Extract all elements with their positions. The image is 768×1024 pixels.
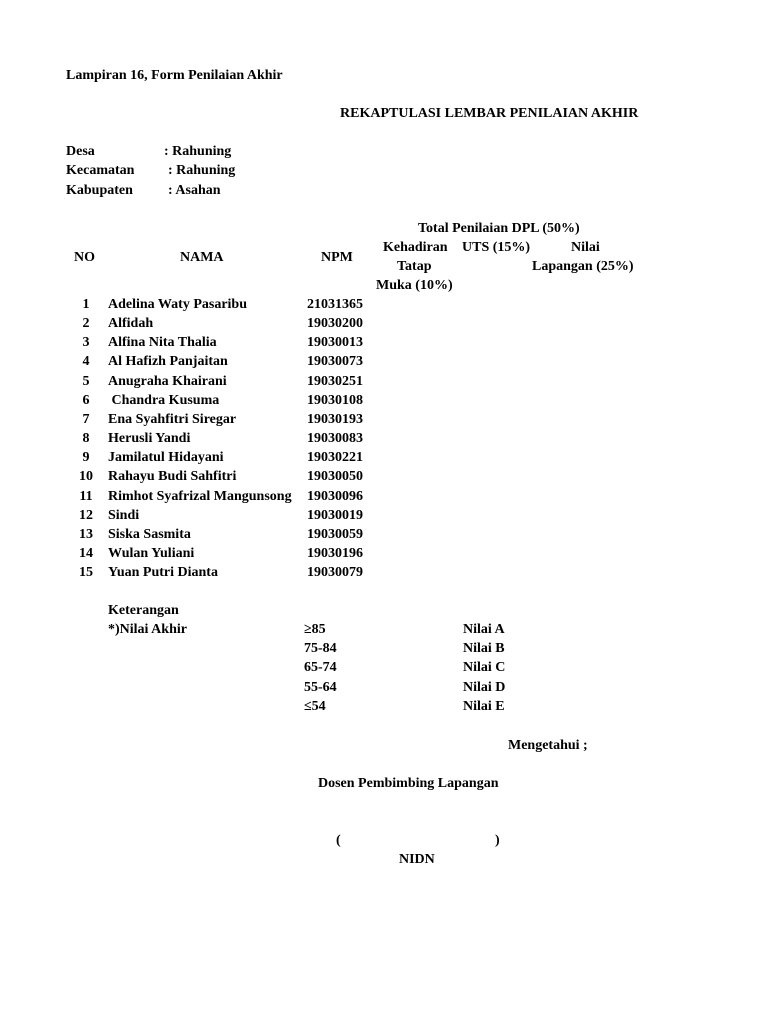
document-title: REKAPTULASI LEMBAR PENILAIAN AKHIR [340, 106, 639, 121]
row-npm: 19030200 [307, 316, 363, 331]
lampiran-title: Lampiran 16, Form Penilaian Akhir [66, 68, 283, 83]
row-nama: Jamilatul Hidayani [108, 450, 224, 465]
col-kehadiran-header-3: Muka (10%) [376, 278, 453, 293]
row-nama: Anugraha Khairani [108, 374, 227, 389]
row-nama: Yuan Putri Dianta [108, 565, 218, 580]
row-npm: 19030073 [307, 354, 363, 369]
desa-label: Desa [66, 144, 95, 159]
row-no: 13 [79, 527, 93, 542]
grade-letter: Nilai C [463, 660, 506, 675]
mengetahui-text: Mengetahui ; [508, 738, 588, 753]
col-npm-header: NPM [321, 250, 353, 265]
row-nama: Wulan Yuliani [108, 546, 195, 561]
row-no: 3 [82, 335, 90, 350]
col-uts-header: UTS (15%) [462, 240, 531, 255]
row-npm: 19030251 [307, 374, 363, 389]
grade-range: ≥85 [304, 622, 326, 637]
grade-range: ≤54 [304, 699, 326, 714]
row-no: 6 [82, 393, 90, 408]
nilai-akhir-label: *)Nilai Akhir [108, 622, 187, 637]
row-npm: 19030059 [307, 527, 363, 542]
row-no: 15 [79, 565, 93, 580]
signer-role: Dosen Pembimbing Lapangan [318, 776, 499, 791]
row-nama: Chandra Kusuma [108, 393, 220, 408]
row-nama: Rimhot Syafrizal Mangunsong [108, 489, 292, 504]
row-npm: 19030050 [307, 469, 363, 484]
col-kehadiran-header: Kehadiran [383, 240, 448, 255]
row-npm: 19030193 [307, 412, 363, 427]
dpl-group-header: Total Penilaian DPL (50%) [418, 221, 580, 236]
row-npm: 19030019 [307, 508, 363, 523]
row-nama: Sindi [108, 508, 140, 523]
grade-letter: Nilai A [463, 622, 505, 637]
grade-range: 55-64 [304, 680, 337, 695]
signature-open-paren: ( [336, 833, 341, 848]
row-nama: Al Hafizh Panjaitan [108, 354, 228, 369]
row-no: 11 [79, 489, 93, 504]
col-nama-header: NAMA [180, 250, 224, 265]
grade-letter: Nilai B [463, 641, 505, 656]
grade-range: 75-84 [304, 641, 337, 656]
grade-letter: Nilai E [463, 699, 505, 714]
nidn-label: NIDN [399, 852, 435, 867]
row-nama: Siska Sasmita [108, 527, 191, 542]
kecamatan-label: Kecamatan [66, 163, 135, 178]
row-npm: 19030083 [307, 431, 363, 446]
row-no: 5 [82, 374, 90, 389]
row-no: 1 [82, 297, 90, 312]
row-nama: Rahayu Budi Sahfitri [108, 469, 237, 484]
row-no: 2 [82, 316, 90, 331]
row-npm: 19030196 [307, 546, 363, 561]
col-nilai-header-2: Lapangan (25%) [532, 259, 634, 274]
row-no: 10 [79, 469, 93, 484]
grade-range: 65-74 [304, 660, 337, 675]
col-kehadiran-header-2: Tatap [397, 259, 432, 274]
keterangan-label: Keterangan [108, 603, 179, 618]
grade-letter: Nilai D [463, 680, 506, 695]
row-no: 4 [82, 354, 90, 369]
kabupaten-value: : Asahan [168, 183, 221, 198]
row-npm: 19030096 [307, 489, 363, 504]
row-npm: 19030013 [307, 335, 363, 350]
row-no: 7 [82, 412, 90, 427]
row-nama: Alfina Nita Thalia [108, 335, 217, 350]
signature-close-paren: ) [495, 833, 500, 848]
row-no: 9 [82, 450, 90, 465]
row-npm: 19030079 [307, 565, 363, 580]
row-npm: 19030108 [307, 393, 363, 408]
row-nama: Adelina Waty Pasaribu [108, 297, 247, 312]
row-npm: 19030221 [307, 450, 363, 465]
kabupaten-label: Kabupaten [66, 183, 133, 198]
kecamatan-value: : Rahuning [168, 163, 236, 178]
col-nilai-header: Nilai [571, 240, 600, 255]
desa-value: : Rahuning [164, 144, 232, 159]
row-no: 12 [79, 508, 93, 523]
row-nama: Ena Syahfitri Siregar [108, 412, 237, 427]
row-no: 8 [82, 431, 90, 446]
col-no-header: NO [74, 250, 95, 265]
row-nama: Alfidah [108, 316, 154, 331]
row-npm: 21031365 [307, 297, 363, 312]
row-nama: Herusli Yandi [108, 431, 191, 446]
row-no: 14 [79, 546, 93, 561]
